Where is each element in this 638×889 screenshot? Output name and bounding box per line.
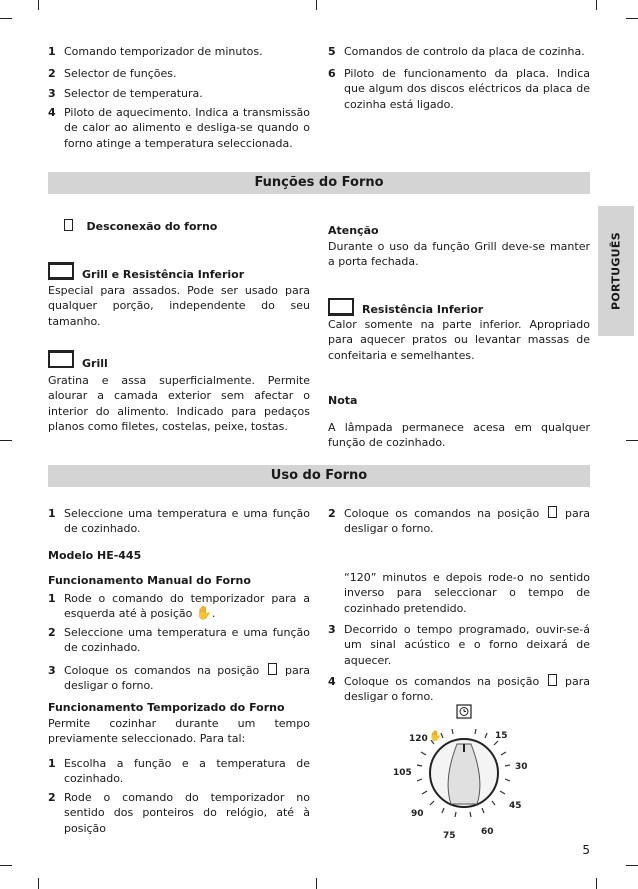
note-text: A lâmpada permanece acesa em qualquer função de cozinhado. — [328, 421, 590, 450]
model-title: Modelo HE-445 — [48, 549, 142, 562]
list-item: 1 Rode o comando do temporizador para a esquerda até à posição ✋. — [48, 592, 310, 622]
list-item: 2 Seleccione uma temperatura e uma função de cozinhado. — [48, 626, 310, 655]
off-position-icon — [64, 219, 73, 231]
dial-label: 45 — [509, 801, 522, 811]
list-item: 5 Comandos de controlo da placa de cozinha. — [328, 45, 585, 58]
crop-mark — [316, 878, 317, 889]
subsection-title: Funcionamento Temporizado do Forno — [48, 701, 285, 714]
list-item: 3 Decorrido o tempo programado, ouvir-se-á um sinal acústico e o forno deixará de aquecer. — [328, 623, 590, 667]
function-description: Gratina e assa superficialmente. Permite alourar a camada exterior sem afectar o interior do alimento. Indicado para pedaços planos como filetes, costelas, peixe, tostas. — [48, 374, 310, 434]
attention-title: Atenção — [328, 224, 379, 237]
list-item: 2 Rode o comando do temporizador no sentido dos ponteiros do relógio, até à posição — [48, 791, 310, 835]
crop-mark — [0, 440, 12, 441]
paragraph: Permite cozinhar durante um tempo previamente seleccionado. Para tal: — [48, 717, 310, 746]
off-position-icon — [548, 506, 557, 518]
crop-mark — [626, 440, 638, 441]
dial-label: 90 — [411, 809, 424, 819]
function-title: Grill — [82, 357, 108, 370]
crop-mark — [596, 0, 597, 10]
function-description: Especial para assados. Pode ser usado para qualquer porção, independente do seu tamanho. — [48, 284, 310, 328]
attention-text: Durante o uso da função Grill deve-se manter a porta fechada. — [328, 240, 590, 269]
dial-label: 75 — [443, 831, 456, 841]
function-title: Grill e Resistência Inferior — [82, 268, 245, 281]
crop-mark — [38, 0, 39, 10]
hand-icon: ✋ — [195, 606, 213, 622]
note-title: Nota — [328, 394, 358, 407]
list-item: 1 Comando temporizador de minutos. — [48, 45, 263, 58]
crop-mark — [38, 878, 39, 889]
list-item: 1 Seleccione uma temperatura e uma função de cozinhado. — [48, 507, 310, 536]
list-item: 6 Piloto de funcionamento da placa. Indica que algum dos discos eléctricos da placa de cozinha está ligado. — [328, 67, 590, 111]
grill-bottom-heater-icon — [48, 262, 74, 280]
list-item: 2 Coloque os comandos na posição para desligar o forno. — [328, 507, 590, 536]
dial-label: 105 — [393, 768, 412, 778]
dial-label: 15 — [495, 731, 508, 741]
crop-mark — [626, 18, 638, 19]
list-item: 4 Coloque os comandos na posição para desligar o forno. — [328, 675, 590, 704]
subsection-title: Funcionamento Manual do Forno — [48, 574, 251, 587]
language-tab: PORTUGUÊS — [598, 206, 634, 336]
page-number: 5 — [582, 843, 590, 857]
off-position-icon — [268, 663, 277, 675]
list-item: 2 Selector de funções. — [48, 67, 177, 80]
hand-icon: ✋ — [429, 731, 442, 742]
list-item: 1 Escolha a função e a temperatura de cozinhado. — [48, 757, 310, 786]
bottom-heater-icon — [328, 298, 354, 316]
section-header-uso: Uso do Forno — [48, 465, 590, 487]
off-position-icon — [548, 674, 557, 686]
crop-mark — [626, 865, 638, 866]
grill-icon — [48, 350, 74, 368]
crop-mark — [0, 865, 12, 866]
crop-mark — [316, 0, 317, 10]
section-header-funcoes: Funções do Forno — [48, 172, 590, 194]
list-item: 4 Piloto de aquecimento. Indica a transmissão de calor ao alimento e desliga-se quando o forno atinge a temperatura seleccionada. — [48, 106, 310, 150]
crop-mark — [596, 878, 597, 889]
function-description: Calor somente na parte inferior. Apropriado para aquecer pratos ou levantar massas de confeitaria e semelhantes. — [328, 318, 590, 362]
function-off: Desconexão do forno — [62, 219, 312, 234]
list-item: 3 Selector de temperatura. — [48, 87, 203, 100]
list-item: 3 Coloque os comandos na posição para desligar o forno. — [48, 664, 310, 693]
dial-label: 60 — [481, 827, 494, 837]
dial-label: 30 — [515, 762, 528, 772]
dial-label: 120 — [409, 734, 428, 744]
crop-mark — [0, 18, 12, 19]
paragraph: “120” minutos e depois rode-o no sentido inverso para seleccionar o tempo de cozinhado pretendido. — [344, 571, 590, 615]
function-title: Resistência Inferior — [362, 303, 484, 316]
timer-dial-illustration — [385, 700, 545, 842]
